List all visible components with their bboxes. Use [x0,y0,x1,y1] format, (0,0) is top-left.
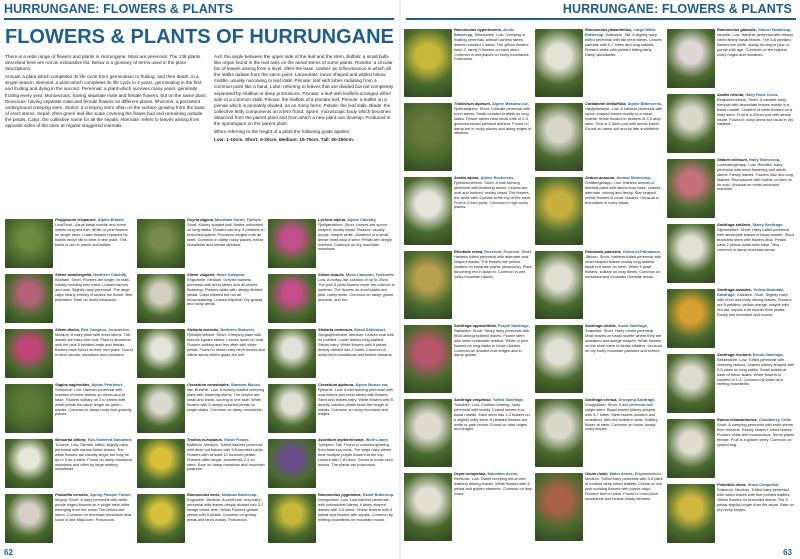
plant-common-name: Starwort Mouse-ear, [187,383,262,392]
plant-latin-name: Geum rivale, [585,472,609,476]
plant-text: Tyrihjelm. Tall. Found in colonies growing from tuberous roots. The large hairy stems bear multiple purple flowers at the top. Leaves with 7-8 lobes. Grows in moist birch woods. The plants are poisonous. [318,441,394,467]
plant-entry [137,381,265,436]
plant-text: Fjellstjerneblom. Short. Creeping plant with smooth square stems. Leaves lower on oval. Flowers solitary and few often with white petals. Found in moist rocky birch woods and willow scrub where grass are wet. [187,331,265,357]
plant-description [187,383,265,434]
plant-entry [5,271,133,326]
plant-latin-name: Pulsatilla vernalis, [55,493,89,497]
plant-common-name: Grass-of-Parnassus, [622,250,661,254]
plant-entry [5,491,133,546]
plant-photo [5,384,53,433]
plant-description [717,483,795,544]
plant-photo [535,473,583,541]
plant-latin-name: Arabis alpina, [454,176,480,180]
left-header-rule [4,18,394,20]
plant-common-name: Wood Stitchwort, [354,328,387,332]
plant-common-name: Northern Starwort, [220,328,255,332]
plant-text: Enghumleblom. Medium. Tufted hairy perennial with 3-8 pairs of toothed deep lobed leaflets. Cream or dull pink nodding flowers with purple calyx. Flowers form in pairs. Found in moist birch woodlands and beside shady streams. [585,472,663,501]
height-guide: Low: 1-10cm. Short: 5-20cm. Medium: 15-75cm. Tall: 60-250cm. [214,137,355,143]
plant-photo [268,274,316,323]
plant-entry [535,322,663,396]
plant-latin-name: Oxyria digyna, [187,218,214,222]
plant-description [454,102,532,172]
plant-photo [137,219,185,268]
plant-description [585,176,663,246]
plant-photo [667,29,715,88]
plant-photo [268,384,316,433]
plant-common-name: Arctic Buttercup, [454,28,515,37]
plant-description [55,273,133,324]
plant-text: Knoppsildre. Short. Erect perennial with single stem. Basal leaves kidney shaped with 3-7 lobes. Stem leaves unlobed and unstalked, with red bulbils in axils. Solitary flower at stem. Common on moist, shady rocky slopes. [585,401,658,432]
plant-common-name: Alpine Meadow-rue, [492,102,529,106]
plant-entry [667,481,795,546]
plant-common-name: Drooping Saxifrage, [618,398,656,402]
plant-entry [667,91,795,156]
plant-common-name: Alpine Rockcress, [480,176,515,180]
plant-photo [667,224,715,283]
right-header-rule [406,18,796,20]
plant-entry [404,248,532,322]
plant-entry [535,470,663,544]
plant-text: Fjelltjæreblom. Short. Leaves are spoon shaped, mostly basal. Flowers, usually purple, maybe white, clustered in a small dense head atop a stem. Petals are deeply notched. Common on dry mountain meadows. [318,221,392,252]
plant-text: Tuvarve. Low. Slender tufted, slightly hairy perennial with narrow linear leaves. The white flowers are usually single but may be up to 3 on a stem. Found on damp moorland meadows and often by large melting snowfields. [55,441,132,472]
plant-latin-name: Saxifraga stellaris, [717,223,752,227]
plant-entry [5,381,133,436]
plant-latin-name: Trollius europaeus, [187,438,223,442]
plant-text: Stjernesildre. Short. Hairy tufted perennial with lanceolate leaves in basal rosette. Stout branched stem with flowers atop. Petals have 2 yellow spots near base. Very common in damp mountain areas. [717,226,794,252]
plant-description [717,353,795,414]
plant-text: Småbergknapp. Low. Hairless annual or biennial plant with stems from base. Leaves alternate, oblong and fleshy. Star shaped yellow flowers in loose clusters. Unusual in mountains in rocky areas. [585,179,661,205]
plant-latin-name: Sagina saginoides, [55,383,91,387]
plant-common-name: Snow Saxifrage, [617,324,648,328]
intro-paragraph: When referring to the height of a plant the following guide applies: [214,129,351,135]
plant-text: Bergskrinneblom. Short. A variable hairy biennial with lanceolate leaves mostly in a basal rosette. Clusters of white flowers on a leafy stem. Fruit is a 20mm pod with seeds inside. Found in rocky areas but usual in dry habitats. [717,96,794,127]
plant-photo [5,439,53,488]
plant-column [667,26,795,550]
plant-photo [667,159,715,218]
plant-common-name: Globe Flower, [223,438,250,442]
plant-text: Engsoleie. Medium. A perennial, very hairy perennial with leaves deeply divided into 3-7 wedge lobed. leaf, Yellow Flowers golden yellow with 5 petals. Common on grassy areas and birch woods. Poisonous. [187,496,264,522]
plant-entry [5,436,133,491]
plant-entry [404,396,532,470]
plant-description [717,288,795,349]
plant-text: Ballblom. Medium. Tufted hairless perennial with deep cut leaves with 3-5 serrated lobes. Flowers with at least 10 incurved petals. Flowers often single, sometimes 2-3 on stem. Rare on damp meadows and mountain pastures. [187,441,265,472]
plant-text: Engsmelle. Medium. Greyish hairless perennial with erect stems and all shoots flowering. Flowers white with deeply divided petals. Calyx inflated but not all encompassing. Leaves elliptical. Dry grassy and rocky areas. [187,276,263,307]
plant-text: Brearve. Low. A loosely matted creeping plant with flowering stems. The leaves are small and linear, curving to one side. White flowers with 5 deeply notched petals on single stalks. Common on damp moorlands. [187,386,265,412]
intro-left [5,54,208,206]
plant-entry [137,491,265,546]
plant-entry [268,326,396,381]
plant-common-name: Northern Catchfly, [93,273,127,277]
plant-description [717,93,795,154]
plant-description [585,28,663,98]
plant-photo [5,219,53,268]
plant-entry [667,156,795,221]
plant-photo [5,494,53,543]
plant-common-name: Meadow Buttercup, [221,493,258,497]
plant-common-name: Yellow Mountain Saxifrage, [717,288,784,297]
plant-latin-name: Aconitum septentrionale, [318,438,365,442]
plant-entry [404,26,532,100]
plant-common-name: Wolf's-bane, [365,438,389,442]
plant-common-name: Hairy Stonecrop, [749,158,781,162]
plant-text: Rødsildre. Short. Sticky hairy perennial with thick oblong toothed leaves. Flower stem with lower underside reddish. White or pink flowers on long stalks in loose clusters. Common on shaded rock ledges and in damp gullies. [454,327,530,358]
plant-column [535,26,663,550]
plant-entry [404,174,532,248]
plant-column [268,216,396,550]
plant-latin-name: Arabis hirsuta, [717,93,745,97]
plant-text: Mogop. Short. A hairy perennial with white-purple tinged flowers on a single stem after emerging from the snow. The leaves are lobed. Common on mountain meadows near snow in late May/June. Poisonous. [55,496,132,522]
plant-common-name: Glacier Buttercup, [757,28,792,32]
plant-description [585,250,663,320]
plant-latin-name: Silene acaulis, [318,273,345,277]
plant-common-name: Alpine Bistort. [97,218,125,222]
plant-latin-name: Cerastium cerastoides, [187,383,230,387]
plant-entry [268,216,396,271]
intro-paragraph: There is a wide range of flowers and plants in Hurrungane. Most are perennial. The 138 plants described here are not an exhaustive list. Below is a glossary of terms used in the plant descriptions: [5,54,201,72]
plant-photo [137,494,185,543]
plant-text: Bekkesildre. Low. Tufted perennial with creeping stolons. Leaves kidney shaped with 3-5 lobes on long stalks. Small bulbils at base of these stalks. White flowers in clusters of 1-3. Common by water and melting snowfields. [717,356,795,387]
plant-latin-name: Cerastium alpinum, [318,383,355,387]
plant-description [717,418,795,479]
plant-entry [404,470,532,544]
plant-common-name: Hairy Rock Cress, [745,93,779,97]
plant-photo [667,289,715,348]
plant-photo [535,103,583,171]
plant-description [318,218,396,269]
plant-photo [535,325,583,393]
plant-entry [667,351,795,416]
plant-latin-name: Ranunculus platanifolius, [585,28,633,32]
plant-latin-name: Saxifraga cernua, [585,398,618,402]
plant-description [318,493,396,544]
right-page-header: HURRUNGANE: FLOWERS & PLANTS [562,2,792,16]
plant-entry [667,26,795,91]
plant-description [585,324,663,394]
plant-description [585,398,663,468]
plant-latin-name: Ranunculus pygmaeus, [318,493,362,497]
plant-latin-name: Saxifraga aizoides, [717,288,753,292]
plant-photo [535,251,583,319]
plant-description [717,158,795,219]
plant-photo [5,274,53,323]
plant-description [585,102,663,172]
plant-photo [404,325,452,393]
plant-text: Høyfjellskarse. Low. A hairless perennial with spoon shaped leaves mostly in a basal rosette. White flowers in clusters of 2-5 atop stem. Fruit is 2-3mm pod with seeds inside. Found on damp soil and by late snowfields. [585,105,663,131]
plant-latin-name: Thalictrum alpinum, [454,102,491,106]
plant-entry [535,248,663,322]
plant-photo [535,177,583,245]
plant-common-name: Annual Stonecrop, [616,176,651,180]
left-page-header: HURRUNGANE: FLOWERS & PLANTS [4,2,234,16]
intro-paragraph: Axil: the angle between the upper side of the leaf and the stem. Bulbils: a small bulb-like organ found in the leaf axils on the aerial stems of some plants. Rosette: a circular fan of leaves arising from a level, often the base. Umbel: an inflorescence in which all the stalks radiate from the same point. Lanceolate: lance shaped and widest below middle, usually narrowing to leaf stalk. Pinnate: leaf with lobes radiating from a common point like a hand. Lobe: referring to leaves that are divided but not completely separated by shallow or deep protrusions. Pinnate: a leaf with leaflets arranged either side of a common stalk. Pinnae: the leaflets of a pinnate leaf. Pinnule: a leaflet on a pinnae which is pinnately divided, as on many ferns. Petiole: the leaf stalk. Blade: the collective leafy components on a fern frond. Spore: microscopic body which becomes detached from the parent plant and from which a new plant can develop. Produced in the sporangium on the parent plant. [214,54,394,127]
plant-common-name: Red Campion, [80,328,108,332]
plant-text: Snøsildre. Short. Hairy robust perennial. Most leaves on basal rosette where they are unstalked and wedge shaped. White flowers on the short stem in dense clusters. Unusual on dry rocky mountain pastures and screes. [585,327,662,353]
left-page-number: 62 [4,548,13,557]
plant-latin-name: Silene wahlbergella, [55,273,93,277]
plant-description [585,472,663,542]
plant-text: Seterarve. Low. Hairless perennial with rosettes of linear leaves up stems and at base. Flowers solitary on 2 to stems with white petals the same length as green sepals. Common in damp rocky and gravelly places. [55,386,132,417]
plant-entry [667,286,795,351]
plant-common-name: Large White Buttercup, [585,28,656,37]
plant-photo [137,439,185,488]
plant-text: Gulsildre. Short. Slightly hairy with erect and leafy oblong leaves. Flowers are 5 petalled, yellow-orange, maybe with red dot, sepals a bit shorter than petals. Rocky wet moorland and screes. [717,291,792,317]
plant-latin-name: Silene dioica, [55,328,80,332]
plant-latin-name: Minuartia biflora, [55,438,87,442]
plant-entry [268,381,396,436]
plant-common-name: Mountain Avens, [487,472,519,476]
plant-common-name: Moss Campion, [345,273,375,277]
plant-entry [667,416,795,481]
plant-entry [535,100,663,174]
plant-latin-name: Dryas octopetala, [454,472,487,476]
plant-entry [268,271,396,326]
plant-photo [268,329,316,378]
plant-description [187,493,265,544]
plant-latin-name: Rubus chamaemorus, [717,418,758,422]
plant-description [454,176,532,246]
plant-entry [404,322,532,396]
plant-common-name: Spring Pasque Flower, [90,493,132,497]
plant-latin-name: Ranunculus hyperboreus, [454,28,502,32]
plant-column [404,26,532,550]
plant-description [55,218,133,269]
plant-common-name: Alpine Catchfly, [347,218,377,222]
plant-description [717,223,795,284]
plant-common-name: Roseroot, [484,250,503,254]
plant-photo [268,219,316,268]
plant-latin-name: Ranunculus glacialis, [717,28,757,32]
plant-latin-name: Sedum annuum, [585,176,616,180]
plant-text: Setersoleie. Low. Creeping or floating perennial, almost hairless stems, leaves rounded 3 lobed. The yellow flowers have 3, rarely 4 flowers on each stem. Common in wet places on rocky moorlands. Poisonous. [454,31,530,62]
plant-text: Issoleie. Low. Hairless perennial with deeply lobed fleshy basal leaves. The 5-8 petalled flowers are white, slowly turning to pink or purple with age. Common on the highest rocky ridges and moraines. [717,31,794,57]
plant-entry [535,396,663,470]
plant-photo [667,419,715,478]
plant-entry [535,174,663,248]
plant-description [454,472,532,542]
plant-photo [404,473,452,541]
plant-latin-name: Stellaria borealis, [187,328,220,332]
plant-text: Fjellfrøstjerne. Short. Delicate perennial with erect stems. Small rounded leaflets on long stalks. Flower stems bear small tufts of 2-3 greenish-brown pendant anthers. Found on damp turf in rocky places and along edges of streams. [454,105,532,136]
plant-common-name: Dwarf Buttercup, [362,493,395,497]
plant-text: Lodnebergknapp. Low. Reddish, hairy perennial with erect flowering and sterile stems. Fleshy leaves. Flowers lilac and long stalked. Reproduces with bulbils on stem to be sold. Unusual on moist mountain marshes. [717,161,793,192]
right-page-number: 63 [783,548,792,557]
plant-entry [667,221,795,286]
plant-common-name: Starry Saxifrage, [752,223,784,227]
plant-entry [137,216,265,271]
plant-common-name: Snow Cinquefoil, [747,483,780,487]
plant-common-name: Purple Saxifrage, [497,324,530,328]
plant-photo [268,439,316,488]
plant-text: Low/Short. Usual basal rosette and some leaves long and thin. White or pink flowers on single stem. Lower flowers replaced by bulbils which fall to form a new plant. This bulbs is rich in starch and edible. [55,221,128,247]
plant-entry [404,100,532,174]
plant-description [318,273,396,324]
plant-photo [404,251,452,319]
plant-description [454,324,532,394]
plant-text: Molte. Short. A creeping perennial with erect stems from rhizome. Kidney shaped, lobed leaves. Flowers white and monoecious. Some plants female. Fruit is a golden berry. Common on upland bog. [717,418,795,447]
plant-latin-name: Saxifraga rivularis, [717,353,752,357]
plant-latin-name: Sedum villosum, [717,158,748,162]
plant-description [187,218,265,269]
plant-latin-name: Ranunculus acris, [187,493,221,497]
plant-description [318,383,396,434]
plant-photo [137,329,185,378]
plant-latin-name: Saxifraga oppositifolia, [454,324,497,328]
plant-common-name: Cloudberry, [758,418,781,422]
plant-column [5,216,133,550]
plant-entry [535,26,663,100]
plant-common-name: Tufted Saxifrage, [492,398,525,402]
plant-description [318,438,396,489]
plant-text: Skogstjerneblom. Medium. Leaves oval with no pointed. Lower leaves long-stalked. Stems hairy. White flowers with 5 petals deeply divided into 2 lobes. Common in moist birch woodlands and beside streams. [318,331,394,357]
plant-text: Jonsokblom. Medium. A hairy plant with erect stems. The leaves are hairy and oval. Plant is dioecious with the pink 5 petalled male and female flowers each found on their own plant. Found in birch woods, meadows and moorland. [55,328,133,357]
plant-text: Jåblom. Short. Hairless tufted perennial with heart shaped leaves mostly long stalked basal but some on stem. White 5 petal flowers, solitary on long stems. Common on meadows and mountain riverside areas. [585,253,662,279]
plant-photo [535,399,583,467]
plant-text: Fjellskrinneblom. Short. A mat-forming perennial with flowering stems. Leaves are oval and toothed, mostly basal. The flowers are white with 4 petals at the top of the stem. Fruit in 2-6cm pods. Common in high rocky places. [454,179,532,210]
plant-common-name: Mountain Sorrel, [214,218,246,222]
plant-latin-name: Lychnis alpina, [318,218,347,222]
plant-photo [137,384,185,433]
plant-entry [137,271,265,326]
plant-latin-name: Saxifraga nivalis, [585,324,617,328]
plant-entry [137,326,265,381]
plant-description [55,383,133,434]
plant-entry [268,436,396,491]
plant-entry [268,491,396,546]
plant-description [187,438,265,489]
plant-description [717,28,795,89]
plant-description [187,328,265,379]
plant-column [137,216,265,550]
plant-photo [667,484,715,543]
plant-photo [667,94,715,153]
plant-photo [667,354,715,413]
plant-description [454,398,532,468]
plant-text: Fjellsyre. Short. Kidney shaped leaf. Native unknotted on long stalks. Flowers are tiny, 4 petalled on branched spikes. Produces winged nuts as seed. Common in damp rocky places, below snowfields and beside streams. [187,218,265,247]
plant-common-name: Two-flowered Sandwort, [87,438,133,442]
plant-description [318,328,396,379]
plant-photo [404,29,452,97]
plant-description [55,493,133,544]
plant-entry [5,216,133,271]
plant-text: Reinrose. Low. Dwarf creeping shrub with leathery oblong leaves. White flowers with 8 petals and golden stamens. Common on limy rocks. [454,475,532,496]
book-gutter [399,0,401,559]
plant-latin-name: Rhodiola rosea, [454,250,484,254]
plant-latin-name: Polygonum viviparum, [55,218,97,222]
plant-entry [137,436,265,491]
plant-text: Fjellsmelle. Low. A mossy-like cushion of up to 25cm. The pink 5 petal flowers cover the cushion in summer. The flowers on short stalks are pink, rarely white. Common on damp gravel, moraine, and turf. [318,273,396,302]
plant-description [55,438,133,489]
plant-description [55,328,133,379]
plant-entry [5,326,133,381]
plant-common-name: Moss Campion, [216,273,246,277]
plant-latin-name: Saxifraga cespitosa, [454,398,492,402]
intro-right [214,54,394,206]
plant-photo [268,494,316,543]
plant-photo [404,103,452,171]
plant-common-name: Brook Saxifrage, [752,353,784,357]
plant-common-name: Alpine Pearlwort, [91,383,124,387]
plant-photo [404,177,452,245]
plant-common-name: Alpine Bittercress, [627,102,662,106]
plant-photo [535,29,583,97]
plant-description [454,250,532,320]
page-title: FLOWERS & PLANTS OF HURRUNGANE [5,26,394,48]
plant-photo [5,329,53,378]
plant-text: Snømure. Medium. Tufted hairy perennial with lobed leaves with fine pointed leaflets. Yellow flowers on branched stems. The 5 petals slightly longer than the sepal. Rare on dry rocky slopes. [717,486,794,512]
plant-photo [137,274,185,323]
plant-latin-name: Stellaria nemorum, [318,328,354,332]
plant-common-name: Water Avens, [609,472,634,476]
intro-paragraph: Annual: a plant which completes its life cycle from germination to fruiting, and then death, in a single season. Biennial: a plant which completes its life cycle in 2 years, germinating in the first and fruiting and dying in the second. Perennial: a plant which survives many years, generally fruiting every year. Monoecious: having separate male and female flowers, but on the same plant. Dioecious: having separate male and female flowers on different plants. Rhizome: a persistent underground creeping stem. Stolon: a creeping stem often on the surface growing from the base of erect stems. Sepal: often green leaf-like scale covering the flower bud and remaining outside the petals. Calyx: the collective name for all the sepals. Alternate: refers to leaves arising from opposite sides of the stem at regular staggered intervals. [5,74,207,129]
plant-text: Fjellarve. Low. A mat forming perennial with oval leaves and erect stems with flowers. Stem and leaves hairy. White flowers with 5 deeply notched petals twice the length of sepals. Common on rocky moorland and ledges. [318,386,393,417]
plant-description [454,28,532,98]
plant-text: Kvitsoleie. Tall. A slightly hairy tufted perennial with tall erect stems. Leaves palmate with 5-7 lobes and long stalked. Flowers white with pointed falling early. Damp woodlands. [585,31,662,57]
plant-text: Tuesildre. Low. Cushion forming, hairy perennial with mostly 3 lobed leaves in a basal rosette. Each stem has 1-3 flowers on a slightly leafy stem. 5 petalled flowers are white or pale cream. Found on drier ridges and ledges. [454,401,530,432]
plant-latin-name: Cardamine bellidifolia, [585,102,627,106]
plant-photo [404,399,452,467]
plant-text: Dvergsoleie. Low. Low hairless perennial with unbranched stems. Kidney shaped leaves with 3-5 lobes. Yellow flowers with 5 petals and flowers with sepals. Common by melting snowfields on mountain moors. [318,496,393,522]
plant-latin-name: Silene vulgaris, [187,273,216,277]
plant-latin-name: Parnassia palustris, [585,250,622,254]
plant-common-name: Alpine Mouse-ear, [355,383,389,387]
plant-text: Rosenrot. Short. Hairless tufted perennial with alternate oval shaped leaves. The flowers are yellow clusters on separate plants (dioecious). Plant becoming red in autumn. Common in wet, rocky mountain places. [454,250,532,279]
plant-description [187,273,265,324]
plant-text: Bindtark. Short. Flowers are single on stalk. Initially nodding then erect. Leaves narrow and oval. Slightly hairy perennial. The large calyx nearly entirely encloses the flower. Bee pollinated. Rare on moist meadows. [55,276,133,302]
plant-latin-name: Potentilla nivea, [717,483,747,487]
